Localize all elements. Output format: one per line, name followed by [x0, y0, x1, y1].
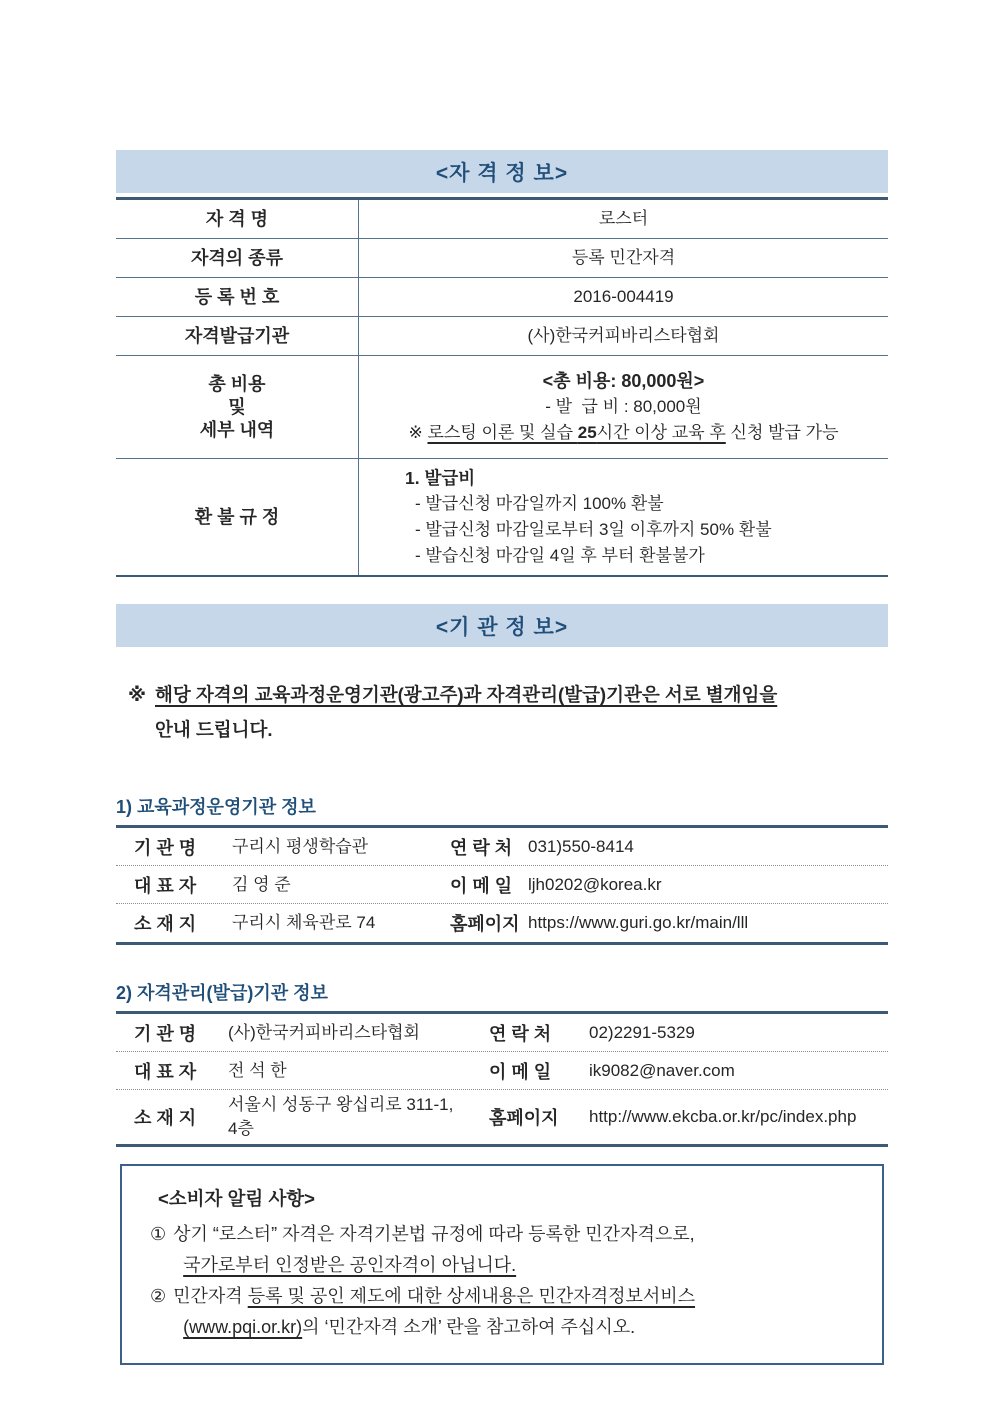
consumer-notice-item-2-text: 민간자격 등록 및 공인 제도에 대한 상세내용은 민간자격정보서비스 (www.pqi.or.kr)의 ‘민간자격 소개’ 란을 참고하여 주십시오. [173, 1281, 695, 1343]
section-header-organization [116, 604, 888, 647]
separate-entity-notice-text: 해당 자격의 교육과정운영기관(광고주)과 자격관리(발급)기관은 서로 별개임을 안내 드립니다. [155, 684, 778, 740]
value-homepage: https://www.guri.go.kr/main/lll [528, 913, 749, 932]
table-row-cost [116, 356, 888, 459]
row-label-qualification-type: 자격의 종류 [116, 239, 359, 277]
value-representative: 김 영 준 [232, 874, 291, 894]
qualification-table [116, 197, 888, 577]
refund-heading: 1. 발급비 [405, 468, 476, 488]
label-representative: 대 표 자 [134, 1061, 197, 1082]
separate-entity-notice [116, 677, 888, 747]
cost-note-line: ※ 로스팅 이론 및 실습 25시간 이상 교육 후 신청 발급 가능 [408, 423, 839, 442]
refund-item: - 발습신청 마감일 4일 후 부터 환불불가 [415, 546, 705, 565]
value-email: ik9082@naver.com [589, 1060, 735, 1080]
row-label-refund-policy: 환 불 규 정 [116, 459, 359, 575]
label-institution-name: 기 관 명 [134, 1023, 197, 1044]
table-row [116, 239, 888, 278]
section-header-qualification [116, 150, 888, 193]
value-representative: 전 석 한 [228, 1060, 287, 1080]
row-value-issuing-institution: (사)한국커피바리스타협회 [527, 326, 720, 345]
refund-item: - 발급신청 마감일로부터 3일 이후까지 50% 환불 [415, 520, 772, 539]
circled-two-marker: ② [150, 1286, 167, 1306]
table-row [116, 828, 888, 866]
consumer-notice-item-2-line-2: (www.pqi.or.kr)의 ‘민간자격 소개’ 란을 참고하여 주십시오. [183, 1317, 636, 1337]
consumer-notice-item-1 [150, 1219, 862, 1281]
consumer-notice-item-2 [150, 1281, 862, 1343]
table-row [116, 1090, 888, 1144]
value-contact: 02)2291-5329 [589, 1022, 695, 1042]
row-label-qualification-name: 자 격 명 [116, 200, 359, 238]
table-row [116, 904, 888, 942]
label-contact: 연 락 처 [489, 1023, 552, 1044]
table-row-refund [116, 459, 888, 575]
label-address: 소 재 지 [134, 914, 197, 934]
consumer-notice-title: <소비자 알림 사항> [158, 1188, 315, 1209]
refund-item: - 발급신청 마감일까지 100% 환불 [415, 494, 664, 513]
label-email: 이 메 일 [489, 1061, 552, 1082]
value-address: 구리시 체육관로 74 [232, 913, 376, 932]
row-label-total-cost: 총 비용 및 세부 내역 [116, 356, 359, 458]
education-org-title: 1) 교육과정운영기관 정보 [116, 797, 316, 817]
row-label-registration-number: 등 록 번 호 [116, 278, 359, 316]
value-contact: 031)550-8414 [528, 836, 634, 856]
row-value-refund-policy [359, 459, 888, 575]
table-row [116, 317, 888, 356]
label-address: 소 재 지 [134, 1108, 197, 1128]
label-contact: 연 락 처 [450, 837, 513, 858]
table-row [116, 1052, 888, 1090]
label-homepage: 홈페이지 [489, 1108, 559, 1128]
education-org-table [116, 825, 888, 945]
cost-detail-line: - 발 급 비 : 80,000원 [545, 397, 702, 416]
consumer-notice-item-1-line-2: 국가로부터 인정받은 공인자격이 아닙니다. [183, 1255, 517, 1275]
circled-one-marker: ① [150, 1224, 167, 1244]
value-institution-name: 구리시 평생학습관 [232, 836, 369, 856]
label-institution-name: 기 관 명 [134, 837, 197, 858]
issuing-org-table [116, 1011, 888, 1147]
issuing-org-title: 2) 자격관리(발급)기관 정보 [116, 983, 328, 1003]
cost-total-line: <총 비용: 80,000원> [542, 371, 705, 391]
document-page [116, 150, 888, 1365]
table-row [116, 866, 888, 904]
label-representative: 대 표 자 [134, 875, 197, 896]
table-row [116, 200, 888, 239]
value-address: 서울시 성동구 왕십리로 311-1, 4층 [228, 1095, 454, 1138]
table-row [116, 278, 888, 317]
row-label-issuing-institution: 자격발급기관 [116, 317, 359, 355]
label-homepage: 홈페이지 [450, 914, 520, 934]
consumer-notice-item-1-text: 상기 “로스터” 자격은 자격기본법 규정에 따라 등록한 민간자격으로, 국가로부터 인정받은 공인자격이 아닙니다. [173, 1219, 694, 1281]
label-email: 이 메 일 [450, 875, 513, 896]
value-email: ljh0202@korea.kr [528, 874, 662, 894]
value-institution-name: (사)한국커피바리스타협회 [228, 1022, 420, 1042]
reference-mark: ※ [128, 684, 146, 705]
row-value-qualification-type: 등록 민간자격 [571, 248, 676, 267]
value-homepage: http://www.ekcba.or.kr/pc/index.php [589, 1107, 857, 1126]
section-header-organization-label: <기 관 정 보> [435, 615, 569, 639]
section-header-qualification-label: <자 격 정 보> [435, 161, 569, 185]
table-row [116, 1014, 888, 1052]
row-value-registration-number: 2016-004419 [573, 287, 674, 306]
row-value-qualification-name: 로스터 [598, 209, 649, 228]
row-value-total-cost [359, 356, 888, 458]
consumer-notice-box [120, 1164, 884, 1365]
